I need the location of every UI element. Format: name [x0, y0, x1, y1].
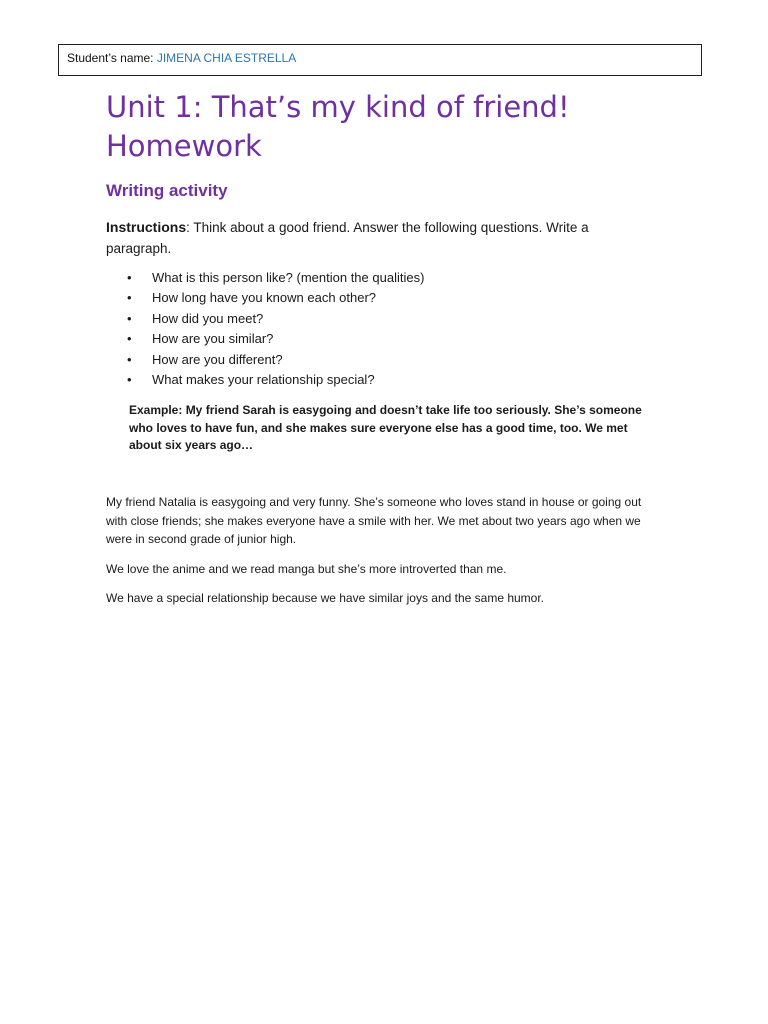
instructions — [106, 217, 636, 259]
bullet-icon: • — [127, 290, 132, 306]
example-paragraph: Example: My friend Sarah is easygoing and doesn’t take life too seriously. She’s someone who loves to have fun, and she makes sure everyone else has a good time, too. We met about six years ago… — [129, 403, 642, 453]
list-item — [106, 268, 666, 288]
question-list — [106, 268, 666, 390]
instructions-text: : Think about a good friend. Answer the following questions. Write a paragraph. — [106, 220, 589, 256]
answer-paragraph: We have a special relationship because we have similar joys and the same humor. — [106, 591, 545, 605]
question-text: How long have you known each other? — [152, 290, 377, 306]
list-item — [106, 370, 666, 390]
question-text: How are you similar? — [152, 331, 274, 347]
student-answer — [106, 493, 658, 619]
student-name-value: JIMENA CHIA ESTRELLA — [156, 51, 297, 65]
student-name-box — [58, 44, 702, 76]
list-item — [106, 350, 666, 370]
instructions-lead: Instructions — [106, 219, 187, 235]
list-item — [106, 309, 666, 329]
bullet-icon: • — [127, 372, 132, 388]
page-title: Unit 1: That’s my kind of friend! Homework — [106, 90, 570, 163]
answer-paragraph: My friend Natalia is easygoing and very funny. She’s someone who loves stand in house or going out with close friends; she makes everyone have a smile with her. We met about two years ago when we were in second grade of junior high. — [106, 495, 642, 546]
answer-paragraph: We love the anime and we read manga but she’s more introverted than me. — [106, 561, 507, 576]
section-title: Writing activity — [106, 181, 228, 200]
question-text: How did you meet? — [152, 310, 264, 326]
question-text: What is this person like? (mention the qualities) — [152, 270, 425, 285]
bullet-icon: • — [127, 351, 132, 367]
bullet-icon: • — [127, 270, 132, 285]
bullet-icon: • — [127, 331, 132, 347]
bullet-icon: • — [127, 310, 132, 326]
question-text: How are you different? — [152, 351, 283, 367]
list-item — [106, 288, 666, 308]
student-name-label: Student’s name: — [67, 51, 157, 65]
question-text: What makes your relationship special? — [152, 372, 375, 388]
list-item — [106, 329, 666, 349]
